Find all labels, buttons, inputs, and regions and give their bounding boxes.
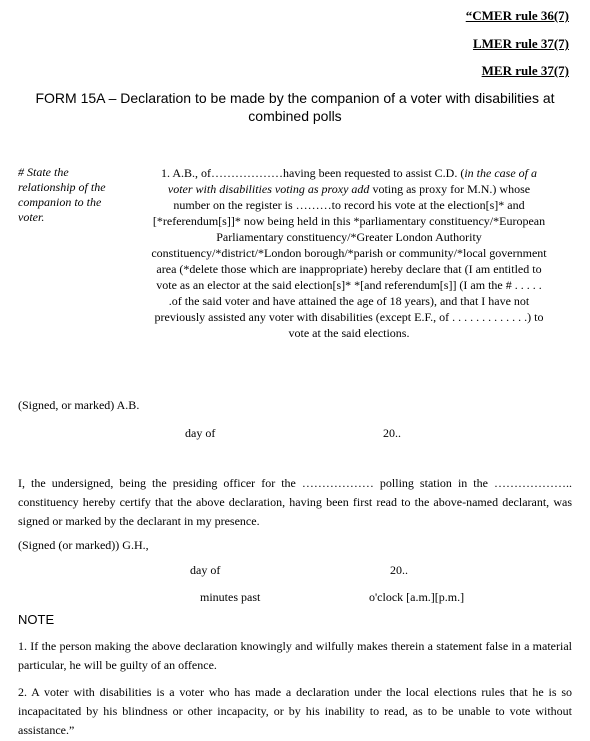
day-of-label-1: day of (185, 426, 216, 440)
declaration-italic-note: in the case of a voter with disabilities voting as proxy add (167, 166, 537, 196)
note-item-2: 2. A voter with disabilities is a voter who has made a declaration under the local elections rules that he is so incapacitated by his blindness or other incapacity, or by his inability to read, as to be unable to vote without assistance.” (18, 685, 572, 737)
year-label-2: 20.. (390, 563, 408, 577)
declaration-part1: 1. A.B., of………………having been requested to assist C.D. ( (161, 166, 465, 180)
rule-reference-lmer: LMER rule 37(7) (472, 36, 569, 51)
form-title-line1: FORM 15A – Declaration to be made by the companion of a voter with disabilities at (35, 90, 555, 106)
day-of-label-2: day of (190, 563, 221, 577)
side-note: # State the relationship of the companion to the voter. (18, 165, 106, 224)
signed-ab: (Signed, or marked) A.B. (18, 398, 140, 412)
rule-reference-mer: MER rule 37(7) (481, 63, 569, 78)
oclock-label: o'clock [a.m.][p.m.] (369, 590, 465, 604)
declaration-paragraph (150, 165, 548, 341)
declaration-part2: voting as proxy for M.N.) whose number on the register is ………to record his vote at the election[s]* and [*referendum[s]]* now being held in this *parliamentary constituency/*European Parliamentary constituency/*Greater London Authority constituency/*district/*London borough/*parish or community/*local government area (*delete those which are inappropriate) hereby declare that (I am entitled to vote as an elector at the said election[s]* *[and referendum[s]] (I am the # . . . . . .of the said voter and have attained the age of 18 years), and that I have not previously assisted any voter with disabilities (except E.F., of . . . . . . . . . . . . .) to vote at the said elections. (151, 182, 547, 340)
form-title-line2: combined polls (248, 108, 342, 124)
minutes-past-label: minutes past (200, 590, 261, 604)
note-item-1: 1. If the person making the above declaration knowingly and wilfully makes therein a statement false in a material particular, he will be guilty of an offence. (18, 639, 572, 672)
certification-paragraph: I, the undersigned, being the presiding officer for the ……………… polling station in the ……………….. constituency hereby certify that the above declaration, having been first read to the above-named declarant, was signed or marked by the declarant in my presence. (18, 476, 572, 528)
rule-reference-cmer: “CMER rule 36(7) (465, 8, 569, 23)
note-heading: NOTE (18, 612, 55, 627)
signed-gh: (Signed (or marked)) G.H., (18, 538, 149, 552)
year-label-1: 20.. (383, 426, 401, 440)
